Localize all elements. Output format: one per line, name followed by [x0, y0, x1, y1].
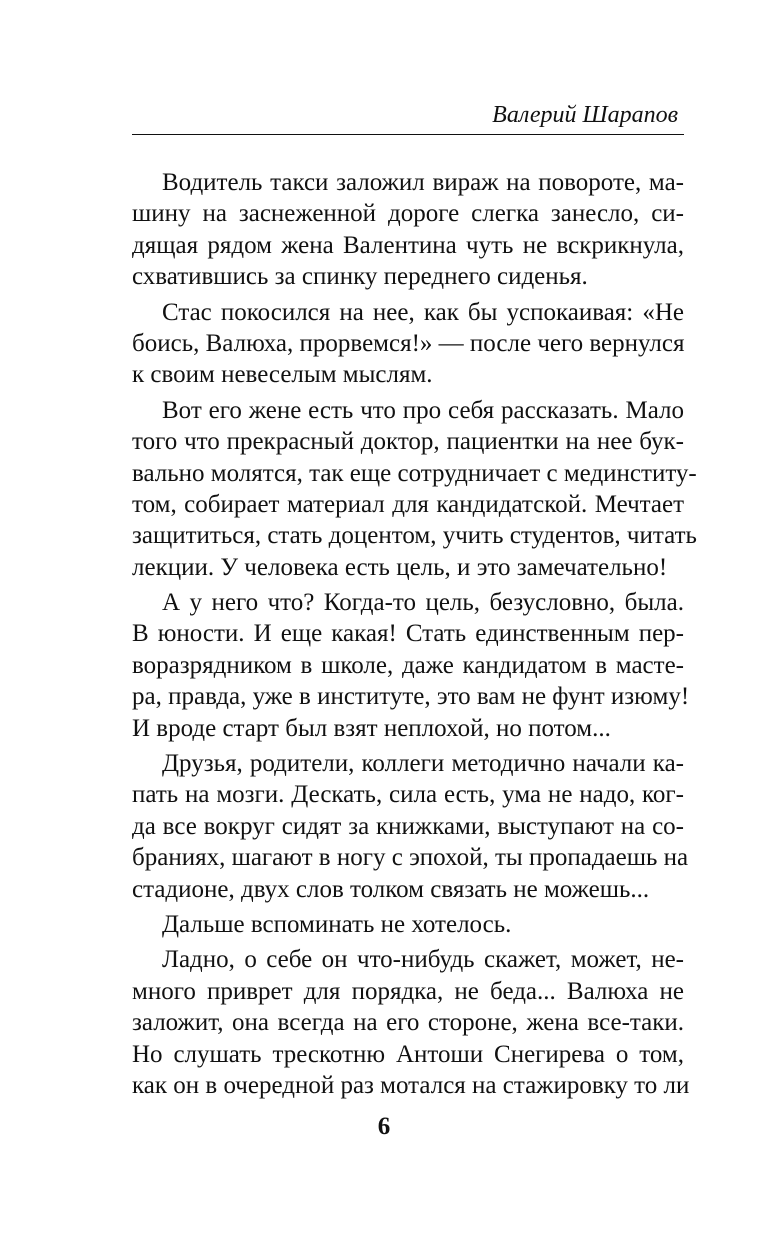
text-line: боись, Валюха, прорвемся!» — после чего вернулся — [132, 329, 685, 357]
paragraph — [132, 944, 690, 1101]
text-line: стадионе, двух слов толком связать не можешь... — [132, 875, 650, 903]
text-line: да все вокруг сидят за книжками, выступают на со- — [132, 812, 684, 840]
text-line: Вот его жене есть что про себя рассказать. Мало — [162, 396, 684, 424]
text-line: А у него что? Когда-то цель, безусловно, была. — [162, 589, 684, 617]
paragraph — [132, 395, 697, 583]
body-text — [132, 167, 697, 1105]
text-line: схватившись за спинку переднего сиденья. — [132, 263, 588, 291]
text-line: В юности. И еще какая! Стать единственным пер- — [132, 620, 684, 648]
text-line: дящая рядом жена Валентина чуть не вскрикнула, — [132, 231, 684, 259]
text-line: к своим невеселым мыслям. — [132, 361, 433, 389]
text-line: Дальше вспоминать не хотелось. — [162, 910, 512, 938]
paragraph — [132, 909, 684, 940]
text-line: воразрядником в школе, даже кандидатом в масте- — [132, 651, 684, 679]
text-line: заложит, она всегда на его стороне, жена все-таки. — [132, 1009, 684, 1037]
header-rule — [132, 134, 684, 135]
text-line: того что прекрасный доктор, пациентки на нее бук- — [132, 428, 684, 456]
text-line: много приврет для порядка, не беда... Валюха не — [132, 977, 684, 1005]
text-line: защититься, стать доцентом, учить студентов, читать — [132, 522, 697, 550]
text-line: шину на заснеженной дороге слегка занесло, си- — [132, 200, 684, 228]
text-line: пать на мозги. Дескать, сила есть, ума не надо, ког- — [132, 781, 684, 809]
text-line: браниях, шагают в ногу с эпохой, ты пропадаешь на — [132, 844, 689, 872]
text-line: Стас покосился на нее, как бы успокаивая: «Не — [162, 298, 684, 326]
text-line: том, собирает материал для кандидатской. Мечтает — [132, 490, 684, 518]
text-line: лекции. У человека есть цель, и это замечательно! — [132, 553, 668, 581]
text-line: как он в очередной раз мотался на стажировку то ли — [132, 1071, 690, 1099]
text-line: Друзья, родители, коллеги методично начали ка- — [162, 750, 684, 778]
page-number: 6 — [377, 1113, 391, 1140]
paragraph — [132, 587, 690, 744]
paragraph — [132, 297, 684, 391]
paragraph — [132, 167, 684, 293]
running-header-author: Валерий Шарапов — [492, 102, 678, 128]
text-line: Ладно, о себе он что-нибудь скажет, может, не- — [162, 946, 684, 974]
text-line: ра, правда, уже в институте, это вам не фунт изюму! — [132, 683, 690, 711]
text-line: Водитель такси заложил вираж на повороте, ма- — [162, 169, 684, 196]
text-line: вально молятся, так еще сотрудничает с мединститу- — [132, 459, 697, 487]
text-line: И вроде старт был взят неплохой, но потом... — [132, 714, 611, 742]
text-line: Но слушать трескотню Антоши Снегирева о том, — [132, 1040, 684, 1068]
paragraph — [132, 748, 689, 905]
